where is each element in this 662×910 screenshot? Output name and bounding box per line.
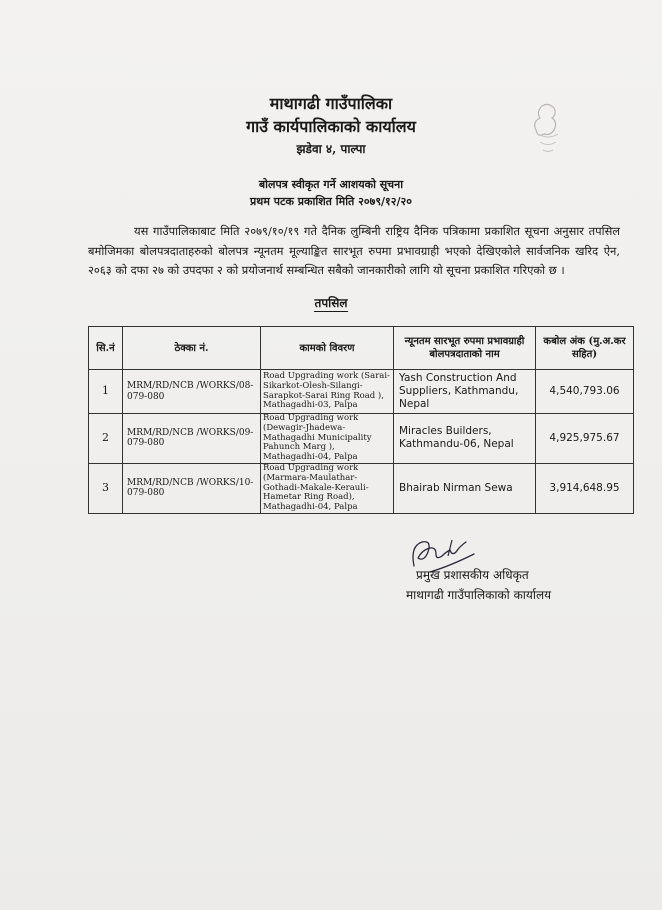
signatory-title: प्रमुख प्रशासकीय अधिकृत	[416, 568, 529, 582]
cell-contract-no: MRM/RD/NCB /WORKS/08-079-080	[123, 370, 261, 414]
notice-title: बोलपत्र स्वीकृत गर्ने आशयको सूचना	[258, 178, 404, 191]
cell-contract-no: MRM/RD/NCB /WORKS/09-079-080	[123, 414, 261, 464]
signatory-office: माथागढी गाउँपालिकाको कार्यालय	[406, 588, 552, 602]
col-header-work-description: कामको विवरण	[261, 327, 394, 370]
col-header-contract-no: ठेक्का नं.	[123, 327, 261, 370]
table-row	[89, 370, 634, 414]
office-address: झडेवा ४, पाल्पा	[296, 142, 366, 156]
bid-table	[88, 326, 634, 514]
table-row	[89, 414, 634, 464]
cell-sn: 3	[89, 463, 123, 513]
table-row	[89, 463, 634, 513]
cell-bid-amount: 4,925,975.67	[536, 414, 634, 464]
cell-bidder-name: Yash Construction And Suppliers, Kathmandu, Nepal	[394, 370, 536, 414]
cell-work-description: Road Upgrading work (Marmara-Maulathar-Gothadi-Makale-Kerauli-Hametar Ring Road), Mathagadhi-04, Palpa	[261, 463, 394, 513]
cell-work-description: Road Upgrading work (Sarai-Sikarkot-Olesh-Silangi-Sarapkot-Sarai Ring Road ), Mathagadhi-03, Palpa	[261, 370, 394, 414]
cell-work-description: Road Upgrading work (Dewagir-Jhadewa-Mathagadhi Municipality Pahunch Marg ), Mathagadhi-04, Palpa	[261, 414, 394, 464]
cell-sn: 1	[89, 370, 123, 414]
cell-contract-no: MRM/RD/NCB /WORKS/10-079-080	[123, 463, 261, 513]
office-name: गाउँ कार्यपालिकाको कार्यालय	[246, 117, 416, 136]
table-header-row	[89, 327, 634, 370]
schedule-heading	[0, 294, 662, 311]
cell-bidder-name: Miracles Builders, Kathmandu-06, Nepal	[394, 414, 536, 464]
col-header-sn: सि.नं	[89, 327, 123, 370]
col-header-bid-amount: कबोल अंक (मु.अ.कर सहित)	[536, 327, 634, 370]
cell-sn: 2	[89, 414, 123, 464]
schedule-heading-text: तपसिल	[314, 296, 348, 310]
municipality-name: माथागढी गाउँपालिका	[269, 94, 393, 113]
cell-bid-amount: 4,540,793.06	[536, 370, 634, 414]
cell-bid-amount: 3,914,648.95	[536, 463, 634, 513]
col-header-bidder-name: न्यूनतम सारभूत रुपमा प्रभावग्राही बोलपत्रदाताको नाम	[394, 327, 536, 370]
cell-bidder-name: Bhairab Nirman Sewa	[394, 463, 536, 513]
notice-paragraph: यस गाउँपालिकाबाट मिति २०७९/१०/१९ गते दैनिक लुम्बिनी राष्ट्रिय दैनिक पत्रिकामा प्रकाशित सूचना अनुसार तपसिल बमोजिमका बोलपत्रदाताहरुको बोलपत्र न्यूनतम मूल्याङ्कित सारभूत रुपमा प्रभावग्राही भएको देखिएकोले सार्वजनिक खरिद ऐन, २०६३ को दफा २७ को उपदफा २ को प्रयोजनार्थ सम्बन्धित सबैको जानकारीको लागि यो सूचना प्रकाशित गरिएको छ ।	[88, 224, 620, 277]
publish-date-line: प्रथम पटक प्रकाशित मिति २०७९/१२/२०	[250, 195, 412, 208]
